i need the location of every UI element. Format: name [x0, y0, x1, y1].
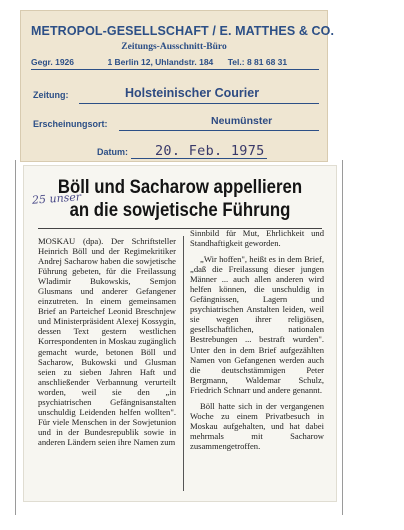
- newspaper-name: Holsteinischer Courier: [125, 86, 260, 100]
- place-label: Erscheinungsort:: [33, 119, 108, 129]
- place-line: [119, 130, 319, 131]
- pencil-line-left: [15, 160, 16, 515]
- article-paragraph: MOSKAU (dpa). Der Schriftsteller Heinrich Böll und der Regimekritiker Andrej Sacharow haben die sowjetische Führung gebeten, für die Freilassung Wladimir Bukowskis, Semjon Glusmans und anderer Gefangener einzutreten. In einem gemeinsamen Brief an Parteichef Leonid Breschnjew und Ministerpräsident Alexej Kossygin, dessen Text gestern westlichen Korrespondenten in Moskau zugänglich gemacht wurde, betonen Böll und Sacharow, Bukowski und Glusman seien zu sieben Jahren Haft und anschließender Verbannung verurteilt worden, weil sie den „in psychiatrischen Gefängnisanstalten unschuldig Leidenden helfen wollten". Für viele Menschen in der Sowjetunion und in der Bundesrepublik sowie in anderen Ländern seien ihre Namen zum: [38, 236, 176, 447]
- agency-address: 1 Berlin 12, Uhlandstr. 184: [107, 57, 214, 67]
- agency-name: METROPOL-GESELLSCHAFT / E. MATTHES & CO.: [31, 24, 335, 38]
- agency-address-row: [31, 57, 319, 70]
- headline-line-1: Böll und Sacharow appellieren: [57, 176, 303, 198]
- article-paragraph: Böll hatte sich in der vergangenen Woche zu einem Privatbesuch in Moskau aufgehalten, und hat dabei mehrmals mit Sacharow zusammengetroffen.: [190, 400, 324, 451]
- article-column-left: [38, 236, 176, 447]
- handwritten-note: 25 unser: [31, 190, 82, 207]
- agency-subtitle: Zeitungs-Ausschnitt-Büro: [121, 42, 227, 52]
- article-paragraph: „Wir hoffen", heißt es in dem Brief, „daß die Freilassung dieser jungen Männer ... auch allen anderen wird helfen können, die unschuldig in Gefängnissen, Lagern und psychiatrischen Anstalten leiden, weil sie wegen ihrer religiösen, gesellschaftlichen, nationalen Bestrebungen ... bestraft wurden". Unter den in dem Brief aufgezählten Namen von Gefangenen werden auch die deutschstämmigen Peter Bergmann, Waldemar Schulz, Friedrich Schnarr und andere genannt.: [190, 254, 324, 395]
- newspaper-clipping: [23, 165, 337, 502]
- pencil-line-right: [342, 160, 343, 515]
- date-label: Datum:: [97, 147, 128, 157]
- publication-date-stamp: 20. Feb. 1975: [155, 143, 265, 159]
- newspaper-line: [79, 103, 319, 104]
- agency-phone: Tel.: 8 81 68 31: [227, 57, 288, 67]
- article-column-right: [190, 228, 324, 451]
- founded-year: Gegr. 1926: [31, 57, 75, 67]
- column-divider: [183, 236, 184, 491]
- date-line: [131, 158, 267, 159]
- article-paragraph: Sinnbild für Mut, Ehrlichkeit und Standhaftigkeit geworden.: [190, 228, 324, 249]
- newspaper-label: Zeitung:: [33, 90, 69, 100]
- headline-line-2: an die sowjetische Führung: [69, 199, 291, 221]
- clipping-service-slip: [20, 10, 335, 162]
- article-headline: [46, 176, 314, 222]
- publication-place: Neumünster: [211, 115, 273, 127]
